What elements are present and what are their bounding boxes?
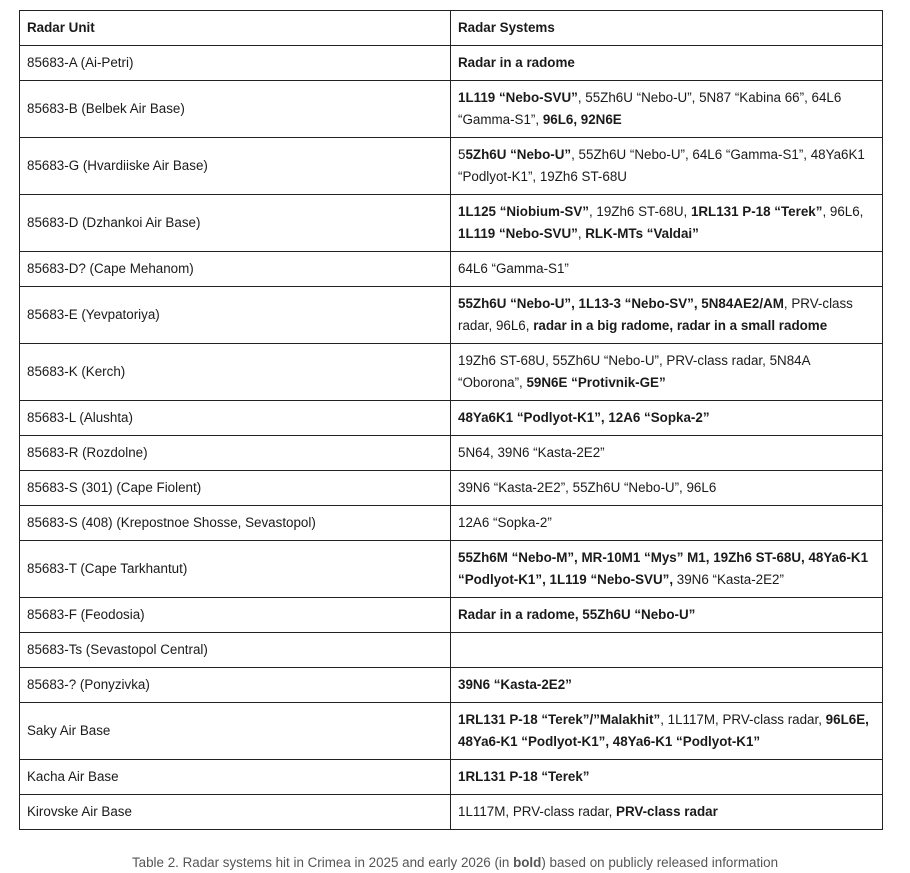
hit-system-text: Radar in a radome (458, 55, 575, 70)
header-radar-systems: Radar Systems (451, 11, 883, 46)
hit-system-text: 1RL131 P-18 “Terek”/”Malakhit” (458, 712, 661, 727)
radar-unit-cell: 85683-F (Feodosia) (20, 598, 451, 633)
table-row (20, 252, 883, 287)
hit-system-text: 1RL131 P-18 “Terek” (690, 204, 823, 219)
radar-unit-cell: 85683-S (408) (Krepostnoe Shosse, Sevastopol) (20, 506, 451, 541)
system-text: 12A6 “Sopka-2” (458, 515, 552, 530)
radar-unit-cell: 85683-K (Kerch) (20, 344, 451, 401)
radar-unit-cell: Kacha Air Base (20, 760, 451, 795)
hit-system-text: 1L125 “Niobium-SV” (458, 204, 589, 219)
radar-systems-cell (451, 344, 883, 401)
radar-systems-cell (451, 81, 883, 138)
hit-system-text: 96L6E, 48Ya6-K1 “Podlyot-K1”, 48Ya6-K1 “Podlyot-K1” (458, 712, 869, 749)
hit-system-text: Radar in a radome, 55Zh6U “Nebo-U” (458, 607, 696, 622)
radar-unit-cell: 85683-B (Belbek Air Base) (20, 81, 451, 138)
table-row (20, 703, 883, 760)
radar-systems-cell (451, 287, 883, 344)
radar-unit-cell: 85683-E (Yevpatoriya) (20, 287, 451, 344)
hit-system-text: 55Zh6U “Nebo-U”, 1L13-3 “Nebo-SV”, 5N84AE2/AM (458, 296, 784, 311)
hit-system-text: 59N6E “Protivnik-GE” (526, 375, 666, 390)
radar-unit-cell: 85683-? (Ponyzivka) (20, 668, 451, 703)
hit-system-text: 39N6 “Kasta-2E2” (458, 677, 572, 692)
hit-system-text: radar in a big radome, radar in a small radome (533, 318, 828, 333)
radar-unit-cell: 85683-A (Ai-Petri) (20, 46, 451, 81)
radar-systems-cell (451, 703, 883, 760)
radar-unit-cell: 85683-D (Dzhankoi Air Base) (20, 195, 451, 252)
table-row (20, 344, 883, 401)
table-body (20, 46, 883, 830)
caption-text-after: ) based on publicly released information (541, 855, 779, 870)
radar-systems-cell (451, 668, 883, 703)
radar-unit-cell: 85683-L (Alushta) (20, 401, 451, 436)
system-text: , 96L6, (822, 204, 864, 219)
table-row (20, 138, 883, 195)
hit-system-text: PRV-class radar (616, 804, 718, 819)
radar-systems-cell (451, 633, 883, 668)
system-text: 39N6 “Kasta-2E2”, 55Zh6U “Nebo-U”, 96L6 (458, 480, 717, 495)
radar-systems-cell (451, 760, 883, 795)
hit-system-text: 48Ya6K1 “Podlyot-K1”, 12A6 “Sopka-2” (458, 410, 710, 425)
system-text: 5N64, 39N6 “Kasta-2E2” (458, 445, 605, 460)
hit-system-text: 55Zh6M “Nebo-M”, MR-10M1 “Mys” M1, 19Zh6 ST-68U, 48Ya6-K1 “Podlyot-K1”, 1L119 “Nebo-SVU”, (458, 550, 869, 587)
table-row (20, 471, 883, 506)
radar-unit-cell: 85683-Ts (Sevastopol Central) (20, 633, 451, 668)
table-row (20, 541, 883, 598)
hit-system-text: 5Zh6U “Nebo-U” (465, 147, 572, 162)
radar-systems-cell (451, 795, 883, 830)
system-text: , 55Zh6U “Nebo-U”, 5N87 “Kabina 66”, 64L6 “Gamma-S1”, (458, 90, 842, 127)
radar-unit-cell: Kirovske Air Base (20, 795, 451, 830)
table-row (20, 195, 883, 252)
hit-system-text: 96L6, 92N6E (542, 112, 622, 127)
radar-unit-cell: Saky Air Base (20, 703, 451, 760)
table-row (20, 401, 883, 436)
radar-systems-cell (451, 506, 883, 541)
table-row (20, 633, 883, 668)
table-header-row (20, 11, 883, 46)
radar-systems-cell (451, 252, 883, 287)
table-row (20, 598, 883, 633)
radar-table (19, 10, 883, 830)
system-text: , (577, 226, 586, 241)
radar-unit-cell: 85683-R (Rozdolne) (20, 436, 451, 471)
table-row (20, 46, 883, 81)
radar-systems-cell (451, 401, 883, 436)
header-radar-unit: Radar Unit (20, 11, 451, 46)
hit-system-text: 1RL131 P-18 “Terek” (458, 769, 590, 784)
table-row (20, 436, 883, 471)
radar-unit-cell: 85683-D? (Cape Mehanom) (20, 252, 451, 287)
hit-system-text: 1L119 “Nebo-SVU” (458, 226, 578, 241)
radar-systems-cell (451, 471, 883, 506)
radar-systems-cell (451, 195, 883, 252)
caption-text-before: Table 2. Radar systems hit in Crimea in 2025 and early 2026 (in (131, 855, 514, 870)
hit-system-text: 1L119 “Nebo-SVU” (458, 90, 578, 105)
radar-systems-cell (451, 436, 883, 471)
radar-unit-cell: 85683-S (301) (Cape Fiolent) (20, 471, 451, 506)
system-text: 5 (458, 147, 466, 162)
system-text: , 19Zh6 ST-68U, (588, 204, 691, 219)
system-text: , 55Zh6U “Nebo-U”, 64L6 “Gamma-S1”, 48Ya6K1 “Podlyot-K1”, 19Zh6 ST-68U (458, 147, 865, 184)
system-text: 39N6 “Kasta-2E2” (673, 572, 784, 587)
system-text: 64L6 “Gamma-S1” (458, 261, 569, 276)
table-row (20, 81, 883, 138)
radar-systems-cell (451, 138, 883, 195)
table-row (20, 760, 883, 795)
system-text: 19Zh6 ST-68U, 55Zh6U “Nebo-U”, PRV-class radar, 5N84A “Oborona”, (458, 353, 810, 390)
radar-systems-cell (451, 46, 883, 81)
system-text: , PRV-class radar, 96L6, (458, 296, 853, 333)
radar-systems-cell (451, 541, 883, 598)
hit-system-text: RLK-MTs “Valdai” (585, 226, 699, 241)
table-row (20, 287, 883, 344)
caption-bold-word: bold (513, 855, 542, 870)
system-text: , 1L117M, PRV-class radar, (660, 712, 826, 727)
table-row (20, 668, 883, 703)
table-row (20, 506, 883, 541)
table-caption (0, 853, 910, 873)
radar-unit-cell: 85683-G (Hvardiiske Air Base) (20, 138, 451, 195)
system-text: 1L117M, PRV-class radar, (458, 804, 617, 819)
radar-systems-cell (451, 598, 883, 633)
table-row (20, 795, 883, 830)
radar-unit-cell: 85683-T (Cape Tarkhantut) (20, 541, 451, 598)
